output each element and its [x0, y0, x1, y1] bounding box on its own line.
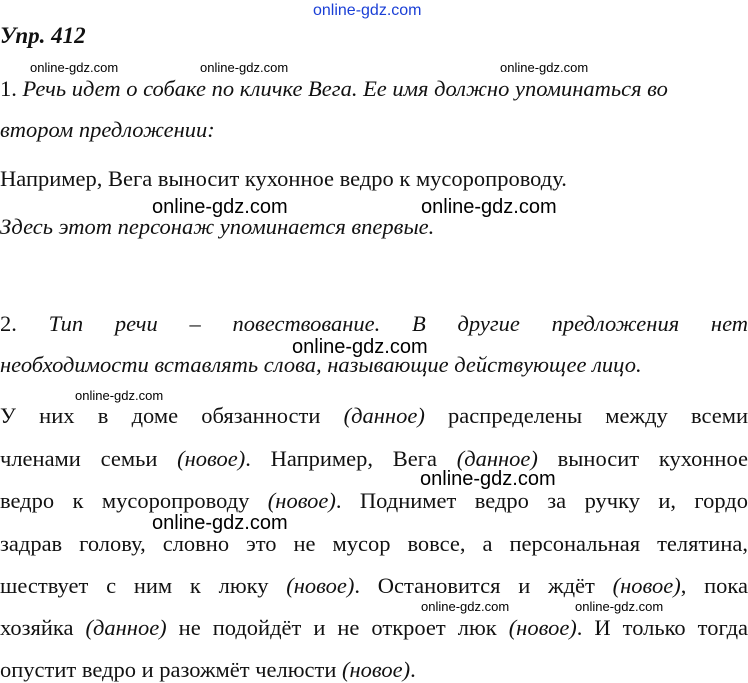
text-fragment: У них в доме обязанности [0, 403, 344, 428]
text-fragment: опустит ведро и разожмёт челюсти [0, 657, 343, 682]
watermark: online-gdz.com [575, 599, 664, 614]
text-fragment: . [410, 657, 416, 682]
watermark: online-gdz.com [292, 336, 428, 358]
text-line-1 [0, 405, 748, 428]
task1-note: Здесь этот персонаж упоминается впервые. [0, 214, 435, 239]
text-line-6 [0, 617, 748, 640]
mark-new: (новое) [267, 488, 336, 513]
text-fragment: шествует с ним к люку [0, 573, 287, 598]
mark-given: (данное) [456, 446, 538, 471]
watermark: online-gdz.com [200, 60, 289, 75]
text-line-5 [0, 575, 748, 598]
mark-new: (новое) [342, 657, 411, 682]
mark-new: (новое) [612, 573, 681, 598]
watermark-top: online-gdz.com [313, 2, 422, 19]
watermark: online-gdz.com [500, 60, 589, 75]
watermark: online-gdz.com [421, 196, 557, 218]
text-fragment: . И только тогда [576, 615, 748, 640]
watermark: online-gdz.com [152, 196, 288, 218]
task2-number: 2. [0, 311, 17, 336]
text-fragment: выносит кухонное [537, 446, 748, 471]
text-line-3 [0, 490, 748, 513]
text-fragment: членами семьи [0, 446, 178, 471]
watermark: online-gdz.com [30, 60, 119, 75]
task2-instruction-line1 [0, 313, 748, 336]
task2-instruction-line2: необходимости вставлять слова, называющие действующее лицо. [0, 352, 642, 377]
task1-example: Например, Вега выносит кухонное ведро к мусоропроводу. [0, 166, 567, 191]
text-line-7 [0, 659, 416, 682]
task1-instruction-a: Речь идет о собаке по кличке Вега. Ее имя должно упоминаться во [22, 76, 668, 101]
watermark: online-gdz.com [420, 468, 556, 490]
text-fragment: . Например, Вега [245, 446, 457, 471]
task2-instruction-a: Тип речи – повествование. В другие предложения нет [48, 311, 748, 336]
mark-new: (новое) [177, 446, 246, 471]
watermark: online-gdz.com [75, 388, 164, 403]
task1-number: 1. [0, 76, 17, 101]
text-fragment: . Поднимет ведро за ручку и, гордо [335, 488, 748, 513]
text-fragment: , пока [680, 573, 748, 598]
mark-given: (данное) [85, 615, 167, 640]
mark-new: (новое) [508, 615, 577, 640]
text-fragment: хозяйка [0, 615, 86, 640]
text-fragment: распределены между всеми [424, 403, 748, 428]
text-fragment: не подойдёт и не откроет люк [166, 615, 509, 640]
mark-given: (данное) [343, 403, 425, 428]
text-line-4: задрав голову, словно это не мусор вовсе, а персональная телятина, [0, 531, 748, 556]
watermark: online-gdz.com [421, 599, 510, 614]
text-fragment: ведро к мусоропроводу [0, 488, 268, 513]
watermark: online-gdz.com [152, 512, 288, 534]
task1-instruction-line1 [0, 78, 668, 101]
exercise-title: Упр. 412 [0, 23, 86, 48]
text-fragment: . Остановится и ждёт [354, 573, 613, 598]
text-line-2 [0, 448, 748, 471]
mark-new: (новое) [286, 573, 355, 598]
task1-instruction-line2: втором предложении: [0, 117, 215, 142]
